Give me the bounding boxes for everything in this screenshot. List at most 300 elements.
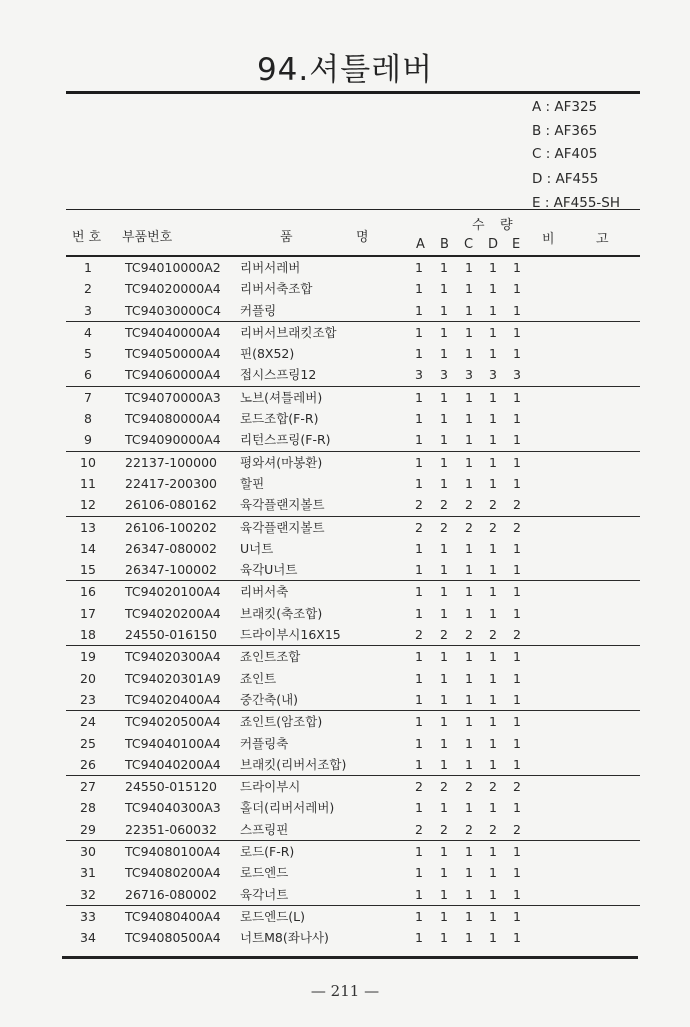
- qty-e: 1: [513, 260, 521, 275]
- qty-b: 1: [440, 670, 448, 686]
- row-number: 29: [80, 821, 96, 837]
- qty-c: 1: [465, 540, 473, 556]
- qty-d: 1: [489, 691, 497, 707]
- qty-a: 1: [415, 886, 423, 902]
- qty-e: 1: [513, 605, 521, 621]
- part-name: 육각너트: [240, 886, 289, 902]
- model-b: B : AF365: [532, 122, 598, 139]
- qty-d: 1: [489, 411, 497, 427]
- qty-b: 2: [440, 519, 448, 535]
- qty-e: 1: [513, 540, 521, 556]
- qty-a: 1: [415, 302, 423, 318]
- qty-e: 1: [513, 346, 521, 362]
- table-row: [66, 603, 640, 624]
- part-number: TC94020300A4: [125, 649, 221, 665]
- row-number: 10: [80, 454, 96, 470]
- part-name: 접시스프링12: [240, 367, 317, 383]
- qty-c: 2: [465, 821, 473, 837]
- qty-e: 1: [513, 389, 521, 405]
- table-row: [66, 257, 640, 278]
- qty-a: 1: [415, 670, 423, 686]
- header-col-c: C: [464, 237, 474, 252]
- qty-a: 1: [415, 584, 423, 600]
- qty-b: 1: [440, 930, 448, 946]
- table-row: [66, 473, 640, 494]
- table-row: [66, 754, 640, 776]
- table-row: [66, 884, 640, 906]
- model-legend: [532, 97, 620, 216]
- qty-a: 1: [415, 756, 423, 772]
- qty-b: 1: [440, 454, 448, 470]
- qty-d: 1: [489, 908, 497, 924]
- header-col-b: B: [440, 237, 449, 252]
- qty-d: 1: [489, 670, 497, 686]
- row-number: 18: [80, 627, 96, 643]
- qty-e: 1: [513, 865, 521, 881]
- part-number: 26106-080162: [125, 497, 217, 513]
- qty-d: 1: [489, 454, 497, 470]
- qty-d: 1: [489, 649, 497, 665]
- table-row: [66, 624, 640, 646]
- qty-c: 1: [465, 735, 473, 751]
- part-number: TC94040200A4: [125, 756, 221, 772]
- row-number: 1: [84, 260, 92, 275]
- row-number: 26: [80, 756, 96, 772]
- qty-b: 1: [440, 844, 448, 860]
- qty-a: 1: [415, 346, 423, 362]
- qty-a: 1: [415, 432, 423, 448]
- qty-e: 1: [513, 800, 521, 816]
- part-number: TC94080000A4: [125, 411, 221, 427]
- qty-c: 2: [465, 497, 473, 513]
- part-number: TC94030000C4: [125, 302, 221, 318]
- part-number: 26106-100202: [125, 519, 217, 535]
- qty-d: 1: [489, 844, 497, 860]
- qty-d: 1: [489, 930, 497, 946]
- part-number: TC94020500A4: [125, 714, 221, 730]
- table-row: [66, 711, 640, 732]
- qty-a: 1: [415, 865, 423, 881]
- qty-c: 2: [465, 519, 473, 535]
- part-name: 로드조합(F-R): [240, 411, 319, 427]
- part-number: TC94020000A4: [125, 281, 221, 297]
- part-name: 평와셔(마봉환): [240, 454, 323, 470]
- table-row: [66, 517, 640, 538]
- qty-e: 2: [513, 821, 521, 837]
- qty-e: 1: [513, 735, 521, 751]
- part-name: 육각플랜지볼트: [240, 519, 325, 535]
- header-col-e: E: [512, 237, 521, 252]
- qty-d: 1: [489, 302, 497, 318]
- qty-a: 1: [415, 930, 423, 946]
- table-row: [66, 387, 640, 408]
- qty-d: 1: [489, 540, 497, 556]
- header-qty-1: 수: [472, 218, 485, 233]
- qty-c: 1: [465, 930, 473, 946]
- qty-e: 1: [513, 475, 521, 491]
- qty-c: 1: [465, 844, 473, 860]
- qty-b: 1: [440, 800, 448, 816]
- qty-a: 2: [415, 779, 423, 795]
- qty-e: 1: [513, 562, 521, 578]
- qty-a: 1: [415, 800, 423, 816]
- part-name: 리버서레버: [240, 260, 301, 275]
- qty-d: 2: [489, 497, 497, 513]
- model-d: D : AF455: [532, 171, 599, 187]
- qty-d: 1: [489, 562, 497, 578]
- part-number: 26347-080002: [125, 540, 217, 556]
- qty-e: 1: [513, 844, 521, 860]
- qty-e: 1: [513, 432, 521, 448]
- part-name: 핀(8X52): [240, 346, 295, 362]
- part-number: 24550-015120: [125, 779, 217, 795]
- page-title: 94.셔틀레버: [256, 52, 434, 88]
- table-row: [66, 322, 640, 343]
- qty-c: 2: [465, 779, 473, 795]
- qty-c: 1: [465, 389, 473, 405]
- qty-d: 1: [489, 714, 497, 730]
- qty-d: 1: [489, 389, 497, 405]
- qty-d: 2: [489, 519, 497, 535]
- qty-d: 1: [489, 756, 497, 772]
- qty-b: 1: [440, 886, 448, 902]
- part-name: 스프링핀: [240, 821, 289, 837]
- table-row: [66, 841, 640, 862]
- qty-e: 1: [513, 281, 521, 297]
- part-number: 22351-060032: [125, 821, 217, 837]
- qty-c: 1: [465, 865, 473, 881]
- qty-b: 2: [440, 779, 448, 795]
- qty-b: 1: [440, 281, 448, 297]
- row-number: 5: [84, 346, 92, 362]
- page-number: — 211 —: [310, 982, 380, 1000]
- table-row: [66, 429, 640, 451]
- qty-c: 1: [465, 714, 473, 730]
- qty-d: 1: [489, 346, 497, 362]
- table-row: [66, 776, 640, 797]
- qty-c: 1: [465, 432, 473, 448]
- part-number: TC94050000A4: [125, 346, 221, 362]
- part-name: 리버서브래킷조합: [240, 324, 337, 340]
- part-name: 커플링축: [240, 735, 289, 751]
- qty-e: 1: [513, 649, 521, 665]
- row-number: 32: [80, 886, 96, 902]
- row-number: 12: [80, 497, 96, 513]
- qty-d: 1: [489, 584, 497, 600]
- part-name: 로드엔드(L): [240, 908, 306, 924]
- table-row: [66, 408, 640, 429]
- model-e: E : AF455-SH: [532, 194, 621, 211]
- part-number: TC94020400A4: [125, 691, 221, 707]
- part-number: TC94090000A4: [125, 432, 221, 448]
- qty-a: 1: [415, 454, 423, 470]
- row-number: 4: [84, 324, 92, 340]
- row-number: 34: [80, 930, 96, 946]
- part-number: TC94080100A4: [125, 844, 221, 860]
- part-number: 24550-016150: [125, 627, 217, 643]
- part-name: 죠인트: [240, 670, 277, 686]
- qty-d: 1: [489, 886, 497, 902]
- qty-a: 2: [415, 627, 423, 643]
- table-row: [66, 646, 640, 667]
- qty-a: 1: [415, 475, 423, 491]
- qty-d: 2: [489, 821, 497, 837]
- qty-d: 1: [489, 605, 497, 621]
- qty-e: 1: [513, 584, 521, 600]
- header-remarks-2: 고: [596, 232, 609, 247]
- table-row: [66, 581, 640, 602]
- part-number: 26716-080002: [125, 886, 217, 902]
- header-col-a: A: [416, 237, 425, 252]
- qty-e: 1: [513, 908, 521, 924]
- row-number: 17: [80, 605, 96, 621]
- table-row: [66, 494, 640, 516]
- qty-e: 1: [513, 454, 521, 470]
- qty-a: 1: [415, 324, 423, 340]
- qty-c: 1: [465, 691, 473, 707]
- qty-c: 1: [465, 454, 473, 470]
- qty-b: 1: [440, 389, 448, 405]
- bottom-rule: [62, 956, 638, 959]
- qty-a: 2: [415, 497, 423, 513]
- qty-c: 1: [465, 562, 473, 578]
- qty-b: 1: [440, 540, 448, 556]
- qty-d: 1: [489, 865, 497, 881]
- part-number: TC94080200A4: [125, 865, 221, 881]
- qty-a: 1: [415, 735, 423, 751]
- qty-b: 1: [440, 302, 448, 318]
- qty-d: 3: [489, 367, 497, 383]
- row-number: 16: [80, 584, 96, 600]
- part-name: 할핀: [240, 475, 265, 491]
- qty-a: 1: [415, 844, 423, 860]
- qty-a: 1: [415, 281, 423, 297]
- part-number: 22417-200300: [125, 475, 217, 491]
- qty-a: 1: [415, 908, 423, 924]
- table-row: [66, 559, 640, 581]
- part-name: 리버서축: [240, 584, 289, 600]
- qty-d: 2: [489, 779, 497, 795]
- qty-b: 1: [440, 432, 448, 448]
- qty-c: 1: [465, 649, 473, 665]
- qty-b: 2: [440, 821, 448, 837]
- part-name: 홀더(리버서레버): [240, 800, 335, 816]
- qty-e: 1: [513, 324, 521, 340]
- table-row: [66, 538, 640, 559]
- table-body: [66, 257, 640, 949]
- qty-b: 2: [440, 627, 448, 643]
- header-remarks-1: 비: [542, 232, 555, 247]
- part-name: 브래킷(리버서조합): [240, 756, 347, 772]
- qty-c: 1: [465, 908, 473, 924]
- header-col-d: D: [488, 237, 499, 252]
- qty-c: 2: [465, 627, 473, 643]
- model-a: A : AF325: [532, 99, 598, 115]
- part-number: TC94070000A3: [125, 389, 221, 405]
- row-number: 27: [80, 779, 96, 795]
- row-number: 2: [84, 281, 92, 297]
- table-row: [66, 927, 640, 948]
- qty-a: 2: [415, 519, 423, 535]
- qty-e: 2: [513, 779, 521, 795]
- part-name: 죠인트(암조합): [240, 714, 323, 730]
- qty-b: 1: [440, 346, 448, 362]
- qty-d: 2: [489, 627, 497, 643]
- part-name: 육각U너트: [240, 562, 298, 578]
- qty-d: 1: [489, 324, 497, 340]
- qty-a: 1: [415, 714, 423, 730]
- qty-d: 1: [489, 735, 497, 751]
- qty-c: 3: [465, 367, 473, 383]
- qty-b: 1: [440, 584, 448, 600]
- row-number: 6: [84, 367, 92, 383]
- qty-d: 1: [489, 260, 497, 275]
- table-row: [66, 906, 640, 927]
- qty-a: 1: [415, 562, 423, 578]
- part-number: TC94040300A3: [125, 800, 221, 816]
- part-number: TC94020200A4: [125, 605, 221, 621]
- part-number: TC94080500A4: [125, 930, 221, 946]
- header-no: 번호: [72, 230, 106, 245]
- table-row: [66, 364, 640, 386]
- row-number: 30: [80, 844, 96, 860]
- parts-table: [66, 209, 640, 949]
- qty-b: 1: [440, 260, 448, 275]
- table-row: [66, 733, 640, 754]
- qty-e: 2: [513, 497, 521, 513]
- table-row: [66, 862, 640, 883]
- part-number: TC94020301A9: [125, 670, 221, 686]
- row-number: 25: [80, 735, 96, 751]
- qty-e: 1: [513, 691, 521, 707]
- table-header: [66, 209, 640, 257]
- part-number: TC94080400A4: [125, 908, 221, 924]
- row-number: 11: [80, 475, 96, 491]
- qty-e: 1: [513, 302, 521, 318]
- qty-d: 1: [489, 281, 497, 297]
- header-name-1: 품: [280, 230, 293, 245]
- row-number: 3: [84, 302, 92, 318]
- qty-e: 1: [513, 756, 521, 772]
- qty-e: 1: [513, 886, 521, 902]
- part-name: 리버서축조합: [240, 281, 313, 297]
- qty-b: 1: [440, 411, 448, 427]
- table-row: [66, 452, 640, 473]
- row-number: 28: [80, 800, 96, 816]
- row-number: 13: [80, 519, 96, 535]
- qty-c: 1: [465, 475, 473, 491]
- table-row: [66, 343, 640, 364]
- part-number: TC94010000A2: [125, 260, 221, 275]
- table-row: [66, 300, 640, 322]
- qty-a: 3: [415, 367, 423, 383]
- qty-c: 1: [465, 584, 473, 600]
- part-name: U너트: [240, 540, 274, 556]
- model-c: C : AF405: [532, 146, 598, 162]
- header-part-no: 부품번호: [122, 230, 173, 245]
- row-number: 24: [80, 714, 96, 730]
- qty-e: 2: [513, 519, 521, 535]
- row-number: 19: [80, 649, 96, 665]
- qty-a: 1: [415, 649, 423, 665]
- part-name: 너트M8(좌나사): [240, 930, 329, 946]
- qty-e: 1: [513, 411, 521, 427]
- qty-b: 1: [440, 324, 448, 340]
- qty-a: 1: [415, 389, 423, 405]
- part-name: 로드엔드: [240, 865, 289, 881]
- qty-e: 3: [513, 367, 521, 383]
- qty-c: 1: [465, 324, 473, 340]
- qty-b: 1: [440, 908, 448, 924]
- qty-a: 2: [415, 821, 423, 837]
- table-row: [66, 689, 640, 711]
- qty-b: 1: [440, 735, 448, 751]
- table-row: [66, 819, 640, 841]
- qty-c: 1: [465, 670, 473, 686]
- qty-c: 1: [465, 302, 473, 318]
- qty-b: 1: [440, 649, 448, 665]
- row-number: 20: [80, 670, 96, 686]
- qty-b: 1: [440, 562, 448, 578]
- qty-e: 1: [513, 930, 521, 946]
- row-number: 9: [84, 432, 92, 448]
- qty-a: 1: [415, 691, 423, 707]
- part-name: 로드(F-R): [240, 844, 295, 860]
- part-number: 22137-100000: [125, 454, 217, 470]
- row-number: 8: [84, 411, 92, 427]
- qty-b: 1: [440, 865, 448, 881]
- qty-d: 1: [489, 800, 497, 816]
- qty-e: 1: [513, 670, 521, 686]
- qty-c: 1: [465, 800, 473, 816]
- part-name: 브래킷(축조합): [240, 605, 323, 621]
- qty-a: 1: [415, 540, 423, 556]
- part-number: TC94040100A4: [125, 735, 221, 751]
- table-row: [66, 668, 640, 689]
- qty-b: 3: [440, 367, 448, 383]
- qty-b: 1: [440, 605, 448, 621]
- part-name: 육각플랜지볼트: [240, 497, 325, 513]
- part-number: 26347-100002: [125, 562, 217, 578]
- qty-b: 1: [440, 475, 448, 491]
- table-row: [66, 278, 640, 299]
- table-row: [66, 797, 640, 818]
- qty-a: 1: [415, 411, 423, 427]
- row-number: 33: [80, 908, 96, 924]
- part-number: TC94040000A4: [125, 324, 221, 340]
- qty-e: 1: [513, 714, 521, 730]
- qty-b: 1: [440, 714, 448, 730]
- header-name-2: 명: [356, 230, 369, 245]
- part-name: 노브(셔틀레버): [240, 389, 323, 405]
- qty-c: 1: [465, 281, 473, 297]
- qty-b: 1: [440, 756, 448, 772]
- qty-a: 1: [415, 605, 423, 621]
- row-number: 31: [80, 865, 96, 881]
- part-name: 리턴스프링(F-R): [240, 432, 331, 448]
- row-number: 7: [84, 389, 92, 405]
- qty-a: 1: [415, 260, 423, 275]
- qty-d: 1: [489, 475, 497, 491]
- header-qty-2: 량: [500, 218, 513, 233]
- title-rule: [66, 91, 640, 94]
- row-number: 15: [80, 562, 96, 578]
- part-name: 드라이부시: [240, 779, 301, 795]
- part-name: 죠인트조합: [240, 649, 301, 665]
- qty-c: 1: [465, 886, 473, 902]
- part-name: 커플링: [240, 302, 277, 318]
- qty-e: 2: [513, 627, 521, 643]
